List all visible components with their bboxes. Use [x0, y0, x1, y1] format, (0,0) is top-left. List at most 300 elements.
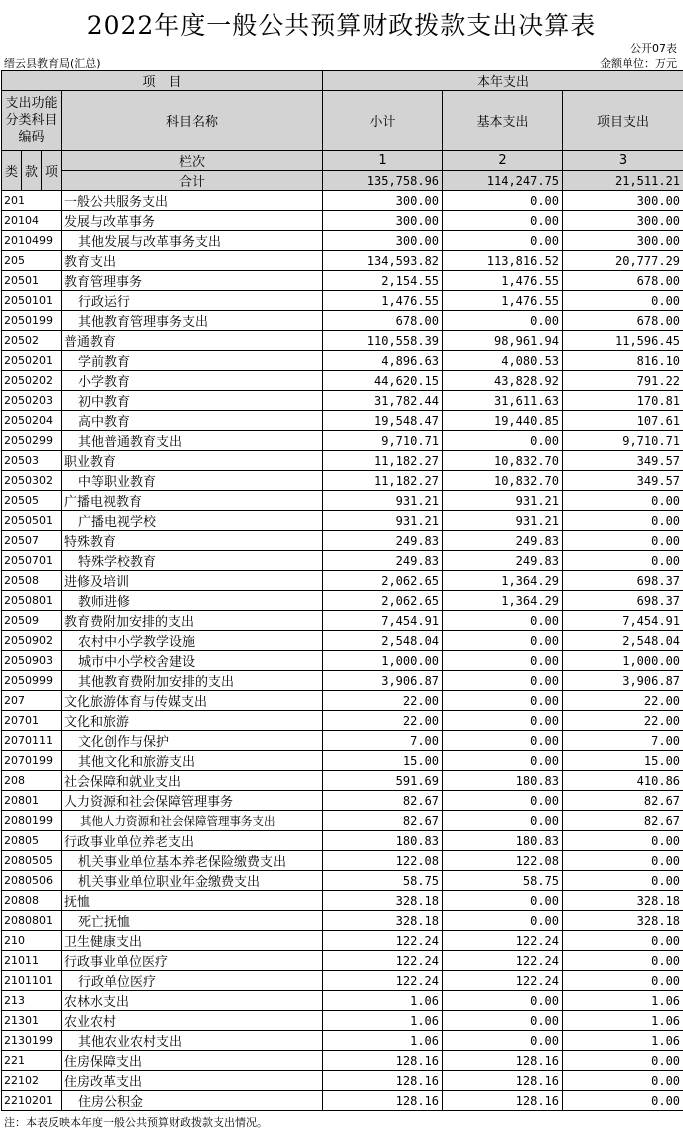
- subject-name: 行政运行: [62, 291, 323, 311]
- cell-basic: 0.00: [443, 671, 563, 691]
- subject-name: 小学教育: [62, 371, 323, 391]
- table-row: [2, 891, 683, 911]
- cell-basic: 180.83: [443, 771, 563, 791]
- cell-subtotal: 15.00: [323, 751, 443, 771]
- cell-basic: 180.83: [443, 831, 563, 851]
- table-row: [2, 491, 683, 511]
- subject-name: 学前教育: [62, 351, 323, 371]
- subject-code: 20505: [2, 491, 62, 511]
- cell-basic: 0.00: [443, 751, 563, 771]
- header-col2: 2: [443, 151, 563, 171]
- cell-basic: 58.75: [443, 871, 563, 891]
- subject-code: 21301: [2, 1011, 62, 1031]
- table-row: [2, 831, 683, 851]
- cell-basic: 113,816.52: [443, 251, 563, 271]
- header-project: 项目支出: [563, 91, 683, 151]
- expenditure-table: [1, 70, 683, 1111]
- cell-basic: 0.00: [443, 711, 563, 731]
- table-row: [2, 1051, 683, 1071]
- cell-project: 20,777.29: [563, 251, 683, 271]
- subject-name: 教师进修: [62, 591, 323, 611]
- cell-subtotal: 3,906.87: [323, 671, 443, 691]
- table-row: [2, 531, 683, 551]
- table-row: [2, 711, 683, 731]
- cell-basic: 4,080.53: [443, 351, 563, 371]
- cell-subtotal: 4,896.63: [323, 351, 443, 371]
- amount-unit: 金额单位：万元: [600, 57, 677, 70]
- header-col3: 3: [563, 151, 683, 171]
- cell-basic: 0.00: [443, 651, 563, 671]
- total-subtotal: 135,758.96: [323, 171, 443, 191]
- cell-basic: 1,364.29: [443, 571, 563, 591]
- cell-basic: 249.83: [443, 531, 563, 551]
- cell-subtotal: 122.08: [323, 851, 443, 871]
- cell-basic: 43,828.92: [443, 371, 563, 391]
- cell-subtotal: 2,154.55: [323, 271, 443, 291]
- cell-project: 0.00: [563, 831, 683, 851]
- cell-basic: 19,440.85: [443, 411, 563, 431]
- subject-name: 行政单位医疗: [62, 971, 323, 991]
- table-row: [2, 251, 683, 271]
- cell-project: 82.67: [563, 811, 683, 831]
- cell-project: 0.00: [563, 551, 683, 571]
- table-row: [2, 931, 683, 951]
- cell-basic: 1,364.29: [443, 591, 563, 611]
- cell-basic: 10,832.70: [443, 471, 563, 491]
- cell-basic: 0.00: [443, 791, 563, 811]
- table-row: [2, 211, 683, 231]
- table-row: [2, 851, 683, 871]
- subject-code: 2080801: [2, 911, 62, 931]
- table-row: [2, 411, 683, 431]
- cell-project: 0.00: [563, 931, 683, 951]
- cell-project: 300.00: [563, 211, 683, 231]
- subject-code: 2050204: [2, 411, 62, 431]
- header-subject-name: 科目名称: [62, 91, 323, 151]
- table-row: [2, 751, 683, 771]
- cell-subtotal: 11,182.27: [323, 471, 443, 491]
- cell-subtotal: 31,782.44: [323, 391, 443, 411]
- total-label: 合计: [62, 171, 323, 191]
- cell-basic: 0.00: [443, 731, 563, 751]
- table-row: [2, 351, 683, 371]
- subject-code: 2070111: [2, 731, 62, 751]
- subject-name: 发展与改革事务: [62, 211, 323, 231]
- cell-project: 7.00: [563, 731, 683, 751]
- cell-basic: 0.00: [443, 231, 563, 251]
- cell-subtotal: 328.18: [323, 891, 443, 911]
- cell-subtotal: 1,000.00: [323, 651, 443, 671]
- subject-code: 2210201: [2, 1091, 62, 1111]
- cell-subtotal: 300.00: [323, 191, 443, 211]
- cell-subtotal: 22.00: [323, 711, 443, 731]
- header-xiang: 项: [42, 151, 62, 191]
- cell-basic: 1,476.55: [443, 291, 563, 311]
- subject-name: 农村中小学教学设施: [62, 631, 323, 651]
- cell-project: 15.00: [563, 751, 683, 771]
- header-kuan: 款: [22, 151, 42, 191]
- cell-project: 410.86: [563, 771, 683, 791]
- subject-name: 其他教育费附加安排的支出: [62, 671, 323, 691]
- subject-name: 行政事业单位养老支出: [62, 831, 323, 851]
- subject-code: 20507: [2, 531, 62, 551]
- footnote: 注：本表反映本年度一般公共预算财政拨款支出情况。: [4, 1116, 268, 1129]
- subject-code: 213: [2, 991, 62, 1011]
- cell-project: 0.00: [563, 871, 683, 891]
- table-row: [2, 971, 683, 991]
- subject-name: 农业农村: [62, 1011, 323, 1031]
- subject-code: 221: [2, 1051, 62, 1071]
- subject-code: 2070199: [2, 751, 62, 771]
- subject-name: 教育管理事务: [62, 271, 323, 291]
- subject-code: 2050999: [2, 671, 62, 691]
- cell-project: 7,454.91: [563, 611, 683, 631]
- subject-code: 20701: [2, 711, 62, 731]
- cell-subtotal: 128.16: [323, 1071, 443, 1091]
- cell-project: 300.00: [563, 231, 683, 251]
- subject-name: 行政事业单位医疗: [62, 951, 323, 971]
- cell-subtotal: 11,182.27: [323, 451, 443, 471]
- cell-project: 0.00: [563, 1071, 683, 1091]
- subject-name: 文化创作与保护: [62, 731, 323, 751]
- subject-code: 2050199: [2, 311, 62, 331]
- subject-code: 22102: [2, 1071, 62, 1091]
- subject-name: 广播电视教育: [62, 491, 323, 511]
- subject-code: 20104: [2, 211, 62, 231]
- cell-subtotal: 1.06: [323, 1031, 443, 1051]
- table-row: [2, 391, 683, 411]
- cell-basic: 0.00: [443, 191, 563, 211]
- table-row: [2, 731, 683, 751]
- subject-code: 2080199: [2, 811, 62, 831]
- form-number: 公开07表: [630, 42, 677, 55]
- cell-project: 1.06: [563, 1031, 683, 1051]
- cell-basic: 249.83: [443, 551, 563, 571]
- cell-project: 349.57: [563, 471, 683, 491]
- cell-basic: 0.00: [443, 211, 563, 231]
- subject-name: 城市中小学校舍建设: [62, 651, 323, 671]
- subject-code: 2050101: [2, 291, 62, 311]
- cell-project: 107.61: [563, 411, 683, 431]
- table-row: [2, 1071, 683, 1091]
- cell-subtotal: 44,620.15: [323, 371, 443, 391]
- cell-project: 698.37: [563, 591, 683, 611]
- subject-code: 2010499: [2, 231, 62, 251]
- subject-code: 2050202: [2, 371, 62, 391]
- cell-subtotal: 2,062.65: [323, 571, 443, 591]
- cell-subtotal: 1.06: [323, 1011, 443, 1031]
- cell-project: 1.06: [563, 1011, 683, 1031]
- cell-basic: 128.16: [443, 1091, 563, 1111]
- header-column-no: 栏次: [62, 151, 323, 171]
- subject-code: 20508: [2, 571, 62, 591]
- cell-subtotal: 249.83: [323, 531, 443, 551]
- cell-subtotal: 591.69: [323, 771, 443, 791]
- table-row: [2, 371, 683, 391]
- table-row: [2, 311, 683, 331]
- cell-project: 2,548.04: [563, 631, 683, 651]
- cell-basic: 122.24: [443, 951, 563, 971]
- header-lei: 类: [2, 151, 22, 191]
- cell-project: 698.37: [563, 571, 683, 591]
- cell-project: 0.00: [563, 491, 683, 511]
- cell-project: 0.00: [563, 851, 683, 871]
- cell-subtotal: 328.18: [323, 911, 443, 931]
- subject-code: 2050501: [2, 511, 62, 531]
- table-row: [2, 771, 683, 791]
- cell-basic: 98,961.94: [443, 331, 563, 351]
- cell-subtotal: 300.00: [323, 211, 443, 231]
- table-row: [2, 1091, 683, 1111]
- cell-project: 22.00: [563, 711, 683, 731]
- cell-project: 0.00: [563, 1051, 683, 1071]
- subject-code: 20808: [2, 891, 62, 911]
- subject-code: 2050201: [2, 351, 62, 371]
- cell-subtotal: 7.00: [323, 731, 443, 751]
- cell-subtotal: 134,593.82: [323, 251, 443, 271]
- table-row: [2, 471, 683, 491]
- cell-basic: 0.00: [443, 911, 563, 931]
- subject-code: 20501: [2, 271, 62, 291]
- header-col1: 1: [323, 151, 443, 171]
- cell-basic: 122.08: [443, 851, 563, 871]
- subject-name: 文化旅游体育与传媒支出: [62, 691, 323, 711]
- cell-basic: 0.00: [443, 311, 563, 331]
- table-row: [2, 951, 683, 971]
- subject-code: 207: [2, 691, 62, 711]
- cell-subtotal: 58.75: [323, 871, 443, 891]
- subject-code: 210: [2, 931, 62, 951]
- subject-name: 机关事业单位基本养老保险缴费支出: [62, 851, 323, 871]
- subject-name: 广播电视学校: [62, 511, 323, 531]
- subject-name: 高中教育: [62, 411, 323, 431]
- subject-code: 21011: [2, 951, 62, 971]
- cell-subtotal: 1,476.55: [323, 291, 443, 311]
- subject-name: 普通教育: [62, 331, 323, 351]
- subject-name: 特殊教育: [62, 531, 323, 551]
- cell-subtotal: 1.06: [323, 991, 443, 1011]
- subject-name: 其他农业农村支出: [62, 1031, 323, 1051]
- subject-name: 进修及培训: [62, 571, 323, 591]
- table-row: [2, 1031, 683, 1051]
- cell-subtotal: 931.21: [323, 491, 443, 511]
- cell-subtotal: 22.00: [323, 691, 443, 711]
- cell-project: 0.00: [563, 291, 683, 311]
- cell-project: 349.57: [563, 451, 683, 471]
- cell-basic: 122.24: [443, 971, 563, 991]
- subject-name: 初中教育: [62, 391, 323, 411]
- cell-subtotal: 249.83: [323, 551, 443, 571]
- total-basic: 114,247.75: [443, 171, 563, 191]
- total-row: [2, 171, 683, 191]
- table-row: [2, 651, 683, 671]
- cell-basic: 0.00: [443, 431, 563, 451]
- cell-project: 170.81: [563, 391, 683, 411]
- header-item: 项 目: [2, 71, 323, 91]
- cell-subtotal: 931.21: [323, 511, 443, 531]
- subject-name: 特殊学校教育: [62, 551, 323, 571]
- cell-subtotal: 7,454.91: [323, 611, 443, 631]
- subject-name: 教育支出: [62, 251, 323, 271]
- subject-code: 2050903: [2, 651, 62, 671]
- cell-basic: 128.16: [443, 1051, 563, 1071]
- table-row: [2, 1011, 683, 1031]
- table-row: [2, 291, 683, 311]
- cell-basic: 0.00: [443, 1031, 563, 1051]
- cell-basic: 122.24: [443, 931, 563, 951]
- subject-code: 2050801: [2, 591, 62, 611]
- cell-project: 82.67: [563, 791, 683, 811]
- subject-name: 人力资源和社会保障管理事务: [62, 791, 323, 811]
- header-basic: 基本支出: [443, 91, 563, 151]
- total-project: 21,511.21: [563, 171, 683, 191]
- cell-subtotal: 19,548.47: [323, 411, 443, 431]
- cell-subtotal: 122.24: [323, 931, 443, 951]
- subject-code: 201: [2, 191, 62, 211]
- table-row: [2, 511, 683, 531]
- subject-name: 农林水支出: [62, 991, 323, 1011]
- cell-project: 1,000.00: [563, 651, 683, 671]
- cell-project: 678.00: [563, 271, 683, 291]
- cell-subtotal: 180.83: [323, 831, 443, 851]
- subject-name: 职业教育: [62, 451, 323, 471]
- subject-name: 其他发展与改革事务支出: [62, 231, 323, 251]
- cell-basic: 1,476.55: [443, 271, 563, 291]
- table-row: [2, 431, 683, 451]
- header-func-code: 支出功能分类科目编码: [2, 91, 62, 151]
- subject-name: 抚恤: [62, 891, 323, 911]
- table-row: [2, 811, 683, 831]
- cell-subtotal: 122.24: [323, 951, 443, 971]
- header-row-3: [2, 151, 683, 171]
- cell-basic: 31,611.63: [443, 391, 563, 411]
- cell-subtotal: 110,558.39: [323, 331, 443, 351]
- subject-name: 中等职业教育: [62, 471, 323, 491]
- cell-subtotal: 678.00: [323, 311, 443, 331]
- cell-basic: 0.00: [443, 691, 563, 711]
- subject-code: 2101101: [2, 971, 62, 991]
- unit-name: 缙云县教育局(汇总): [4, 57, 101, 70]
- cell-subtotal: 82.67: [323, 791, 443, 811]
- cell-subtotal: 122.24: [323, 971, 443, 991]
- subject-code: 20509: [2, 611, 62, 631]
- table-row: [2, 911, 683, 931]
- subject-code: 205: [2, 251, 62, 271]
- cell-project: 1.06: [563, 991, 683, 1011]
- cell-project: 678.00: [563, 311, 683, 331]
- cell-subtotal: 128.16: [323, 1051, 443, 1071]
- subject-name: 卫生健康支出: [62, 931, 323, 951]
- cell-project: 3,906.87: [563, 671, 683, 691]
- cell-project: 11,596.45: [563, 331, 683, 351]
- table-row: [2, 271, 683, 291]
- cell-project: 816.10: [563, 351, 683, 371]
- header-current-year: 本年支出: [323, 71, 683, 91]
- cell-project: 328.18: [563, 891, 683, 911]
- cell-basic: 0.00: [443, 811, 563, 831]
- subject-code: 20805: [2, 831, 62, 851]
- cell-project: 22.00: [563, 691, 683, 711]
- table-row: [2, 591, 683, 611]
- subject-code: 20503: [2, 451, 62, 471]
- subject-name: 教育费附加安排的支出: [62, 611, 323, 631]
- subject-name: 住房改革支出: [62, 1071, 323, 1091]
- subject-name: 住房公积金: [62, 1091, 323, 1111]
- cell-subtotal: 2,062.65: [323, 591, 443, 611]
- cell-project: 300.00: [563, 191, 683, 211]
- cell-basic: 0.00: [443, 631, 563, 651]
- page-title: 2022年度一般公共预算财政拨款支出决算表: [86, 11, 597, 40]
- subject-code: 208: [2, 771, 62, 791]
- cell-basic: 0.00: [443, 991, 563, 1011]
- table-row: [2, 331, 683, 351]
- table-row: [2, 231, 683, 251]
- subject-name: 其他文化和旅游支出: [62, 751, 323, 771]
- cell-basic: 931.21: [443, 491, 563, 511]
- subject-name: 住房保障支出: [62, 1051, 323, 1071]
- subject-name: 其他人力资源和社会保障管理事务支出: [62, 811, 323, 831]
- cell-project: 9,710.71: [563, 431, 683, 451]
- cell-subtotal: 9,710.71: [323, 431, 443, 451]
- table-row: [2, 791, 683, 811]
- subject-code: 20502: [2, 331, 62, 351]
- cell-subtotal: 82.67: [323, 811, 443, 831]
- table-row: [2, 191, 683, 211]
- cell-basic: 931.21: [443, 511, 563, 531]
- subject-code: 2050203: [2, 391, 62, 411]
- subject-name: 机关事业单位职业年金缴费支出: [62, 871, 323, 891]
- cell-project: 0.00: [563, 1091, 683, 1111]
- subject-name: 社会保障和就业支出: [62, 771, 323, 791]
- table-row: [2, 671, 683, 691]
- cell-project: 0.00: [563, 531, 683, 551]
- table-row: [2, 991, 683, 1011]
- cell-project: 0.00: [563, 971, 683, 991]
- cell-project: 328.18: [563, 911, 683, 931]
- cell-basic: 128.16: [443, 1071, 563, 1091]
- subject-code: 2050701: [2, 551, 62, 571]
- cell-project: 0.00: [563, 511, 683, 531]
- subject-code: 2080505: [2, 851, 62, 871]
- header-row-1: [2, 71, 683, 91]
- cell-project: 0.00: [563, 951, 683, 971]
- subject-code: 2080506: [2, 871, 62, 891]
- cell-subtotal: 128.16: [323, 1091, 443, 1111]
- subject-name: 文化和旅游: [62, 711, 323, 731]
- cell-subtotal: 2,548.04: [323, 631, 443, 651]
- header-row-2: [2, 91, 683, 151]
- table-row: [2, 451, 683, 471]
- table-row: [2, 871, 683, 891]
- subject-name: 其他教育管理事务支出: [62, 311, 323, 331]
- table-row: [2, 571, 683, 591]
- subject-code: 2130199: [2, 1031, 62, 1051]
- cell-project: 791.22: [563, 371, 683, 391]
- table-row: [2, 611, 683, 631]
- subject-code: 20801: [2, 791, 62, 811]
- header-subtotal: 小计: [323, 91, 443, 151]
- table-row: [2, 551, 683, 571]
- subject-name: 其他普通教育支出: [62, 431, 323, 451]
- cell-basic: 0.00: [443, 1011, 563, 1031]
- table-row: [2, 691, 683, 711]
- cell-basic: 0.00: [443, 611, 563, 631]
- table-row: [2, 631, 683, 651]
- subject-code: 2050299: [2, 431, 62, 451]
- cell-basic: 0.00: [443, 891, 563, 911]
- subject-name: 死亡抚恤: [62, 911, 323, 931]
- subject-code: 2050902: [2, 631, 62, 651]
